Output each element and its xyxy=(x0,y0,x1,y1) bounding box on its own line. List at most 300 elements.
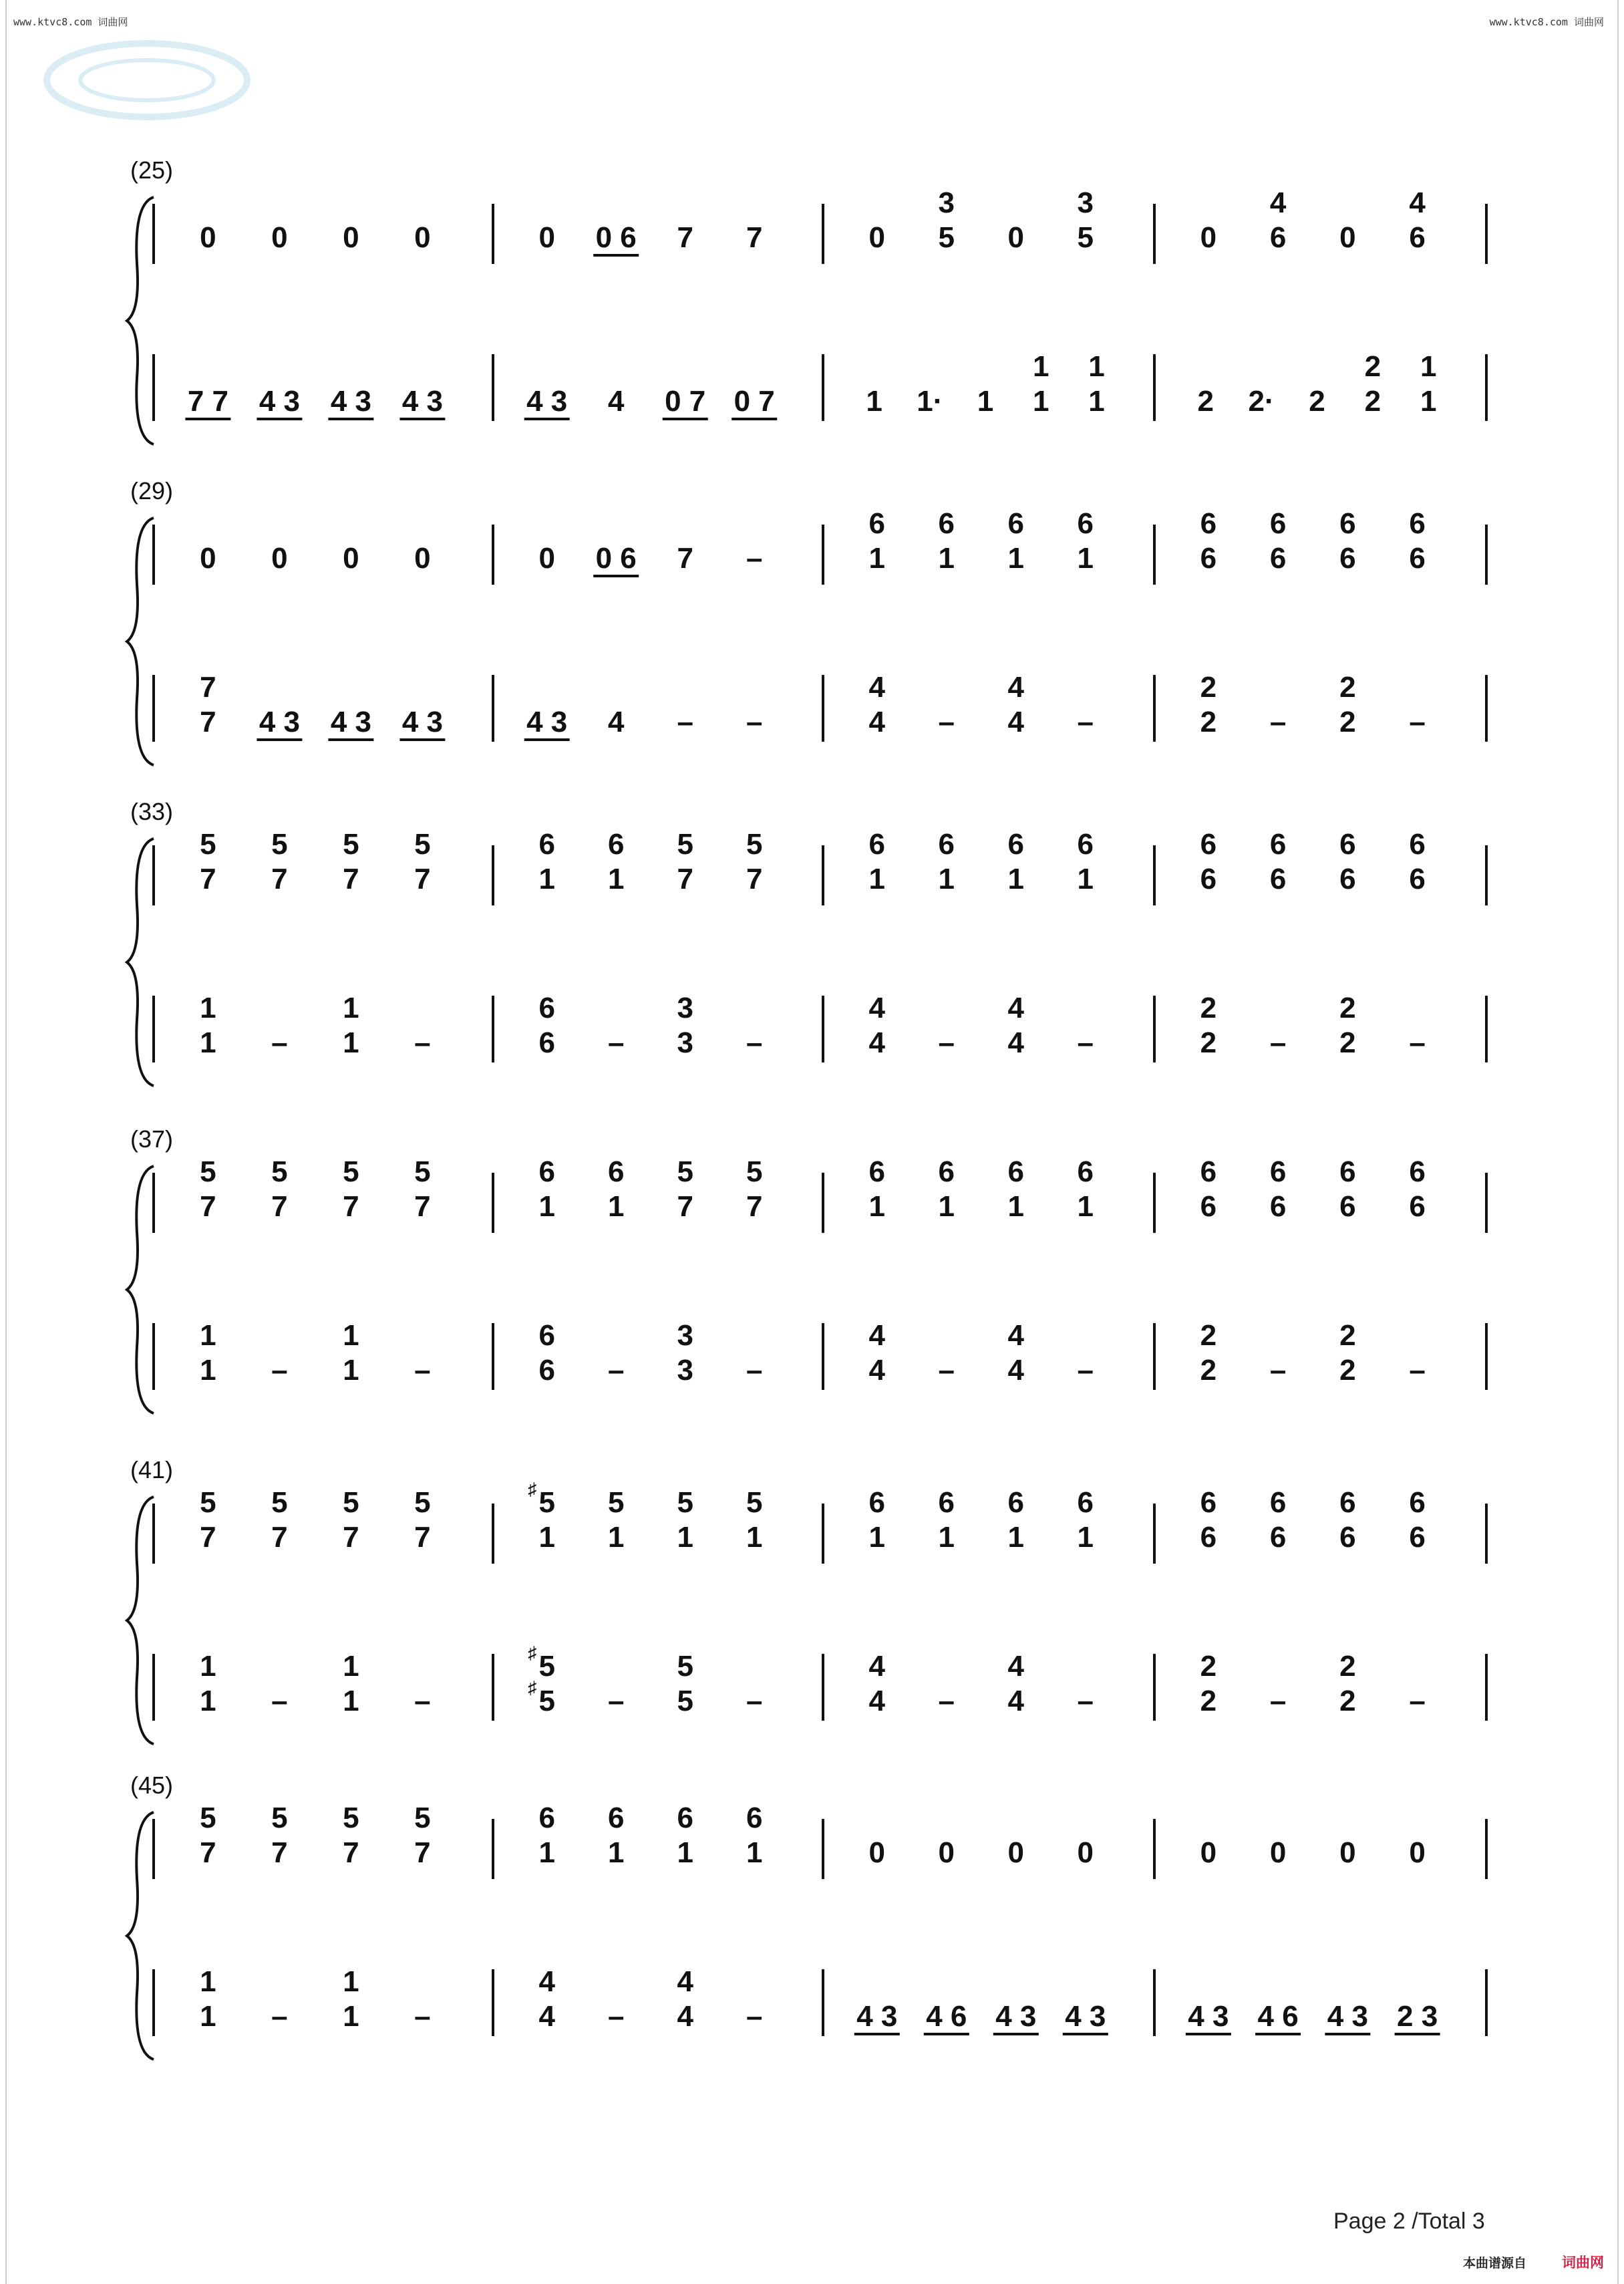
sharp-sign: ♯ xyxy=(528,1677,537,1697)
note: 2 xyxy=(1197,385,1214,418)
note: 6 xyxy=(1007,1155,1025,1188)
source-site-logo: 词曲网 xyxy=(1562,2255,1604,2271)
note: 7 xyxy=(414,1190,431,1223)
note: 1 xyxy=(868,1521,886,1554)
note: 6 xyxy=(1007,507,1025,540)
note: 6 xyxy=(1339,828,1356,861)
note: 5 xyxy=(677,1486,693,1519)
note: 6 xyxy=(1269,507,1287,540)
note: 6 xyxy=(1409,863,1426,895)
dash-rest: – xyxy=(607,1685,625,1717)
note: 6 xyxy=(1339,863,1356,895)
note: 2· xyxy=(1248,385,1275,418)
note: 7 7 xyxy=(187,385,228,418)
note: 1 xyxy=(1007,542,1025,575)
note: 6 xyxy=(677,1802,693,1834)
note: 6 xyxy=(868,1155,886,1188)
note: 1 xyxy=(1032,385,1049,418)
page-indicator: Page 2 /Total 3 xyxy=(1333,2208,1485,2234)
note: 0 xyxy=(1007,221,1025,254)
note: 4 3 xyxy=(259,706,300,738)
note: 1 xyxy=(1032,350,1049,383)
note: 2 xyxy=(1200,1354,1217,1387)
note: 1 xyxy=(938,1190,955,1223)
note: 7 xyxy=(271,863,288,895)
note: 1 xyxy=(343,1650,359,1683)
note: 5 xyxy=(677,828,693,861)
note: 7 xyxy=(343,863,359,895)
note: 6 xyxy=(938,1155,955,1188)
dash-rest: – xyxy=(746,1685,763,1717)
note: 7 xyxy=(343,1836,359,1869)
note: 4 3 xyxy=(526,706,568,738)
note: 1 xyxy=(1077,863,1094,895)
dash-rest: – xyxy=(746,1354,763,1387)
sharp-sign: ♯ xyxy=(528,1643,537,1663)
note: 5 xyxy=(271,1486,288,1519)
note: 1 xyxy=(868,1190,886,1223)
note: 4 3 xyxy=(1188,2000,1229,2033)
note: 5 xyxy=(414,1155,431,1188)
note: 1 xyxy=(607,1521,625,1554)
note: 5 xyxy=(538,1486,555,1519)
dash-rest: – xyxy=(1077,1026,1094,1059)
note: 6 xyxy=(1200,863,1217,895)
dash-rest: – xyxy=(271,2000,288,2033)
note: 0 xyxy=(868,1836,886,1869)
note: 6 xyxy=(1409,1521,1426,1554)
dash-rest: – xyxy=(1409,1354,1426,1387)
system-brace xyxy=(127,1812,154,2059)
note: 7 xyxy=(746,863,763,895)
system-brace xyxy=(127,1497,154,1744)
note: 6 xyxy=(538,1026,555,1059)
note: 6 xyxy=(1409,1155,1426,1188)
dash-rest: – xyxy=(746,542,763,575)
note: 4 3 xyxy=(330,706,371,738)
note: 0 xyxy=(1007,1836,1025,1869)
note: 6 xyxy=(1200,1190,1217,1223)
note: 0 xyxy=(414,221,431,254)
dash-rest: – xyxy=(607,1354,625,1387)
note: 0 xyxy=(1339,221,1356,254)
note: 2 xyxy=(1339,1685,1356,1717)
note: 1 xyxy=(1420,385,1437,418)
note: 4 xyxy=(1007,1650,1025,1683)
note: 4 3 xyxy=(1327,2000,1368,2033)
note: 4 xyxy=(1007,992,1025,1024)
system-brace xyxy=(127,1166,154,1413)
note: 1 xyxy=(343,1026,359,1059)
note: 1 xyxy=(538,863,555,895)
note: 5 xyxy=(938,221,955,254)
note: 5 xyxy=(538,1685,555,1717)
note: 5 xyxy=(1077,221,1094,254)
note: 6 xyxy=(1409,221,1426,254)
note: 6 xyxy=(1409,507,1426,540)
dash-rest: – xyxy=(1269,1354,1287,1387)
note: 6 xyxy=(1339,1155,1356,1188)
note: 4 3 xyxy=(401,706,443,738)
note: 3 xyxy=(677,1319,693,1352)
note: 4 xyxy=(868,992,886,1024)
note: 4 xyxy=(868,1685,886,1717)
note: 6 xyxy=(868,507,886,540)
note: 4 3 xyxy=(526,385,568,418)
note: 4 xyxy=(677,1965,693,1998)
note: 6 xyxy=(1269,1155,1287,1188)
note: 7 xyxy=(414,1836,431,1869)
note: 1 xyxy=(200,2000,216,2033)
note: 3 xyxy=(677,992,693,1024)
note: 1 xyxy=(200,1026,216,1059)
note: 4 xyxy=(1007,706,1025,738)
note: 6 xyxy=(607,828,625,861)
note: 4 3 xyxy=(995,2000,1037,2033)
note: 6 xyxy=(607,1802,625,1834)
dash-rest: – xyxy=(1409,1026,1426,1059)
note: 1 xyxy=(343,1965,359,1998)
note: 5 xyxy=(271,1155,288,1188)
note: 6 xyxy=(1200,1521,1217,1554)
note: 1 xyxy=(977,385,994,418)
note: 0 xyxy=(1200,221,1217,254)
note: 1 xyxy=(343,1319,359,1352)
note: 1 xyxy=(1007,1190,1025,1223)
note: 1 xyxy=(538,1521,555,1554)
dash-rest: – xyxy=(1077,1685,1094,1717)
note: 1 xyxy=(938,863,955,895)
note: 7 xyxy=(677,863,693,895)
note: 1 xyxy=(538,1190,555,1223)
note: 7 xyxy=(271,1521,288,1554)
dash-rest: – xyxy=(414,2000,431,2033)
note: 6 xyxy=(607,1155,625,1188)
note: 1 xyxy=(746,1521,763,1554)
note: 4 3 xyxy=(401,385,443,418)
note: 0 xyxy=(1409,1836,1426,1869)
note: 3 xyxy=(677,1354,693,1387)
note: 2 xyxy=(1200,992,1217,1024)
note: 5 xyxy=(414,828,431,861)
note: 0 xyxy=(1269,1836,1287,1869)
measure-number: (41) xyxy=(130,1456,174,1483)
note: 4 xyxy=(1007,1319,1025,1352)
note: 0 xyxy=(1200,1836,1217,1869)
note: 1 xyxy=(1088,350,1105,383)
note: 7 xyxy=(200,1836,216,1869)
note: 6 xyxy=(1269,1521,1287,1554)
note: 2 xyxy=(1339,1319,1356,1352)
note: 0 xyxy=(938,1836,955,1869)
note: 2 xyxy=(1309,385,1325,418)
dash-rest: – xyxy=(1269,706,1287,738)
note: 2 xyxy=(1364,350,1382,383)
note: 1 xyxy=(866,385,882,418)
note: 6 xyxy=(1077,507,1094,540)
note: 5 xyxy=(677,1155,693,1188)
note: 2 xyxy=(1339,706,1356,738)
note: 1 xyxy=(1077,1190,1094,1223)
note: 1 xyxy=(746,1836,763,1869)
dash-rest: – xyxy=(414,1685,431,1717)
note: 0 xyxy=(343,221,359,254)
note: 5 xyxy=(200,1155,216,1188)
header-site-left: www.ktvc8.com 词曲网 xyxy=(13,16,128,28)
dash-rest: – xyxy=(938,706,955,738)
note: 1 xyxy=(1007,1521,1025,1554)
note: 6 xyxy=(538,1319,555,1352)
note: 2 xyxy=(1364,385,1382,418)
note: 6 xyxy=(1339,1486,1356,1519)
note: 7 xyxy=(200,671,216,704)
note: 2 3 xyxy=(1397,2000,1438,2033)
header-site-right: www.ktvc8.com 词曲网 xyxy=(1489,16,1604,28)
note: 6 xyxy=(1409,542,1426,575)
note: 1 xyxy=(343,1685,359,1717)
note: 4 xyxy=(538,1965,555,1998)
note: 2 xyxy=(1339,1650,1356,1683)
note: 3 xyxy=(938,186,955,219)
note: 1· xyxy=(917,385,943,418)
note: 6 xyxy=(1007,828,1025,861)
note: 6 xyxy=(1077,1155,1094,1188)
note: 6 xyxy=(1269,221,1287,254)
note: 6 xyxy=(1200,828,1217,861)
note: 5 xyxy=(746,1486,763,1519)
dash-rest: – xyxy=(1077,706,1094,738)
note: 1 xyxy=(1077,1521,1094,1554)
note: 0 xyxy=(1339,1836,1356,1869)
note: 6 xyxy=(538,828,555,861)
note: 6 xyxy=(746,1802,763,1834)
note: 0 xyxy=(343,542,359,575)
note: 6 xyxy=(1269,1486,1287,1519)
dash-rest: – xyxy=(746,2000,763,2033)
note: 1 xyxy=(1007,863,1025,895)
note: 6 xyxy=(538,992,555,1024)
note: 5 xyxy=(607,1486,625,1519)
note: 6 xyxy=(1409,828,1426,861)
note: 1 xyxy=(343,1354,359,1387)
note: 6 xyxy=(1077,828,1094,861)
system-brace xyxy=(127,839,154,1086)
dash-rest: – xyxy=(607,2000,625,2033)
dash-rest: – xyxy=(271,1026,288,1059)
note: 5 xyxy=(414,1486,431,1519)
note: 7 xyxy=(746,221,763,254)
source-label: 本曲谱源自 xyxy=(1463,2257,1527,2271)
dash-rest: – xyxy=(938,1026,955,1059)
dash-rest: – xyxy=(1077,1354,1094,1387)
note: 1 xyxy=(343,2000,359,2033)
note: 1 xyxy=(1420,350,1437,383)
dash-rest: – xyxy=(746,706,763,738)
note: 6 xyxy=(1269,1190,1287,1223)
measure-number: (29) xyxy=(130,477,174,505)
note: 6 xyxy=(938,507,955,540)
note: 1 xyxy=(607,1190,625,1223)
dash-rest: – xyxy=(746,1026,763,1059)
note: 5 xyxy=(343,1155,359,1188)
measure-number: (33) xyxy=(130,798,174,825)
note: 2 xyxy=(1339,1026,1356,1059)
note: 1 xyxy=(200,1319,216,1352)
note: 0 xyxy=(538,542,555,575)
note: 4 xyxy=(868,1319,886,1352)
note: 2 xyxy=(1339,992,1356,1024)
note: 6 xyxy=(538,1155,555,1188)
note: 6 xyxy=(868,828,886,861)
note: 5 xyxy=(271,1802,288,1834)
note: 5 xyxy=(200,828,216,861)
note: 6 xyxy=(938,828,955,861)
note: 5 xyxy=(343,828,359,861)
dash-rest: – xyxy=(271,1354,288,1387)
note: 6 xyxy=(1200,1486,1217,1519)
note: 4 xyxy=(868,671,886,704)
sharp-sign: ♯ xyxy=(528,1479,537,1499)
note: 4 xyxy=(1269,186,1287,219)
note: 1 xyxy=(677,1836,693,1869)
note: 7 xyxy=(271,1836,288,1869)
note: 6 xyxy=(1007,1486,1025,1519)
note: 7 xyxy=(677,221,693,254)
note: 3 xyxy=(1077,186,1094,219)
measure-number: (37) xyxy=(130,1125,174,1153)
system-brace xyxy=(127,197,154,444)
note: 6 xyxy=(1269,828,1287,861)
note: 1 xyxy=(938,1521,955,1554)
note: 6 xyxy=(538,1802,555,1834)
note: 0 xyxy=(200,221,216,254)
system-brace xyxy=(127,518,154,765)
note: 1 xyxy=(343,992,359,1024)
note: 7 xyxy=(414,863,431,895)
note: 4 xyxy=(868,706,886,738)
note: 1 xyxy=(1077,542,1094,575)
note: 6 xyxy=(1269,863,1287,895)
dash-rest: – xyxy=(938,1354,955,1387)
note: 6 xyxy=(1200,507,1217,540)
note: 5 xyxy=(343,1802,359,1834)
note: 6 xyxy=(1269,542,1287,575)
note: 2 xyxy=(1339,1354,1356,1387)
note: 4 xyxy=(1007,1685,1025,1717)
note: 7 xyxy=(200,1521,216,1554)
note: 2 xyxy=(1339,671,1356,704)
note: 3 xyxy=(677,1026,693,1059)
note: 6 xyxy=(938,1486,955,1519)
note: 0 xyxy=(538,221,555,254)
dash-rest: – xyxy=(271,1685,288,1717)
note: 1 xyxy=(607,863,625,895)
note: 4 xyxy=(868,1650,886,1683)
note: 2 xyxy=(1200,706,1217,738)
note: 4 6 xyxy=(926,2000,967,2033)
note: 0 xyxy=(271,542,288,575)
note: 7 xyxy=(746,1190,763,1223)
note: 1 xyxy=(868,542,886,575)
note: 4 xyxy=(1007,671,1025,704)
dash-rest: – xyxy=(414,1354,431,1387)
note: 2 xyxy=(1200,1319,1217,1352)
note: 4 xyxy=(868,1026,886,1059)
note: 0 xyxy=(271,221,288,254)
note: 0 6 xyxy=(595,221,637,254)
note: 6 xyxy=(1339,1190,1356,1223)
note: 4 xyxy=(1409,186,1426,219)
note: 4 3 xyxy=(1065,2000,1106,2033)
note: 5 xyxy=(271,828,288,861)
note: 4 xyxy=(1007,1354,1025,1387)
dash-rest: – xyxy=(1269,1026,1287,1059)
note: 6 xyxy=(1339,507,1356,540)
note: 1 xyxy=(538,1836,555,1869)
dash-rest: – xyxy=(677,706,693,738)
note: 5 xyxy=(677,1650,693,1683)
note: 4 xyxy=(868,1354,886,1387)
dash-rest: – xyxy=(1409,1685,1426,1717)
note: 6 xyxy=(1200,542,1217,575)
note: 7 xyxy=(414,1521,431,1554)
note: 5 xyxy=(746,1155,763,1188)
dash-rest: – xyxy=(1409,706,1426,738)
note: 4 3 xyxy=(259,385,300,418)
note: 5 xyxy=(343,1486,359,1519)
note: 6 xyxy=(1077,1486,1094,1519)
dash-rest: – xyxy=(607,1026,625,1059)
measure-number: (25) xyxy=(130,156,174,184)
note: 5 xyxy=(677,1685,693,1717)
note: 5 xyxy=(200,1486,216,1519)
note: 7 xyxy=(200,863,216,895)
note: 7 xyxy=(271,1190,288,1223)
note: 4 6 xyxy=(1257,2000,1299,2033)
note: 1 xyxy=(1088,385,1105,418)
note: 2 xyxy=(1200,1026,1217,1059)
note: 5 xyxy=(746,828,763,861)
note: 7 xyxy=(200,1190,216,1223)
note: 6 xyxy=(1409,1486,1426,1519)
note: 1 xyxy=(200,1354,216,1387)
note: 0 xyxy=(868,221,886,254)
note: 0 7 xyxy=(665,385,706,418)
note: 1 xyxy=(200,1685,216,1717)
note: 6 xyxy=(1409,1190,1426,1223)
note: 2 xyxy=(1200,1650,1217,1683)
note: 0 6 xyxy=(595,542,637,575)
note: 4 xyxy=(607,706,625,738)
note: 6 xyxy=(538,1354,555,1387)
note: 4 xyxy=(1007,1026,1025,1059)
note: 5 xyxy=(538,1650,555,1683)
note: 6 xyxy=(1339,542,1356,575)
note: 5 xyxy=(414,1802,431,1834)
dash-rest: – xyxy=(1269,1685,1287,1717)
note: 7 xyxy=(200,706,216,738)
dash-rest: – xyxy=(938,1685,955,1717)
note: 6 xyxy=(1200,1155,1217,1188)
note: 1 xyxy=(200,992,216,1024)
note: 4 3 xyxy=(330,385,371,418)
note: 1 xyxy=(868,863,886,895)
note: 5 xyxy=(200,1802,216,1834)
note: 6 xyxy=(1339,1521,1356,1554)
measure-number: (45) xyxy=(130,1771,174,1799)
dash-rest: – xyxy=(414,1026,431,1059)
note: 7 xyxy=(343,1190,359,1223)
